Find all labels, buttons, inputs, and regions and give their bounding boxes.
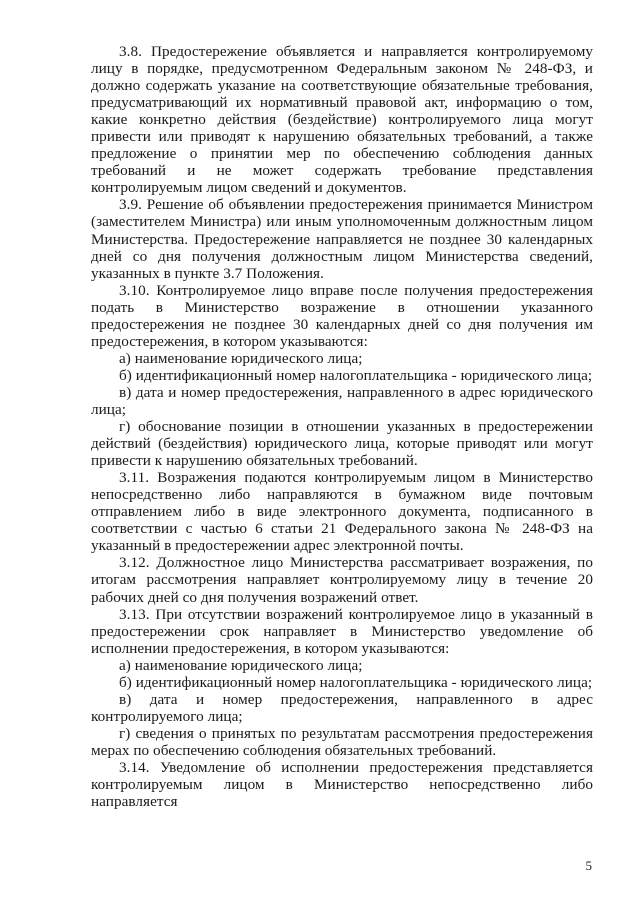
list-item-b: б) идентификационный номер налогоплательщика - юридического лица; — [119, 366, 593, 384]
paragraph-3-12: 3.12. Должностное лицо Министерства рассматривает возражения, по итогам рассмотрения направляет контролируемому лицу в течение 20 рабочих дней со дня получения возражений ответ. — [91, 554, 593, 606]
paragraph-3-10: 3.10. Контролируемое лицо вправе после получения предостережения подать в Министерство возражение в отношении указанного предостережения не позднее 30 календарных дней со дня получения им предостережения, в котором указываются: — [91, 281, 593, 350]
paragraph-3-14: 3.14. Уведомление об исполнении предостережения представляется контролируемым лицом в Министерство непосредственно либо направляется — [91, 758, 593, 811]
list-item-a: а) наименование юридического лица; — [119, 349, 363, 367]
list-item-b: б) идентификационный номер налогоплательщика - юридического лица; — [119, 673, 593, 691]
list-item-g: г) сведения о принятых по результатам рассмотрения предостережения мерах по обеспечению соблюдения обязательных требований. — [91, 724, 593, 759]
list-item-v: в) дата и номер предостережения, направленного в адрес контролируемого лица; — [91, 690, 593, 725]
paragraph-3-9: 3.9. Решение об объявлении предостережения принимается Министром (заместителем Министра) или иным уполномоченным должностным лицом Министерства. Предостережение направляется не позднее 30 календарных дней со дня получения должностным лицом Министерства сведений, указанных в пункте 3.7 Положения. — [91, 196, 593, 282]
page-number: 5 — [585, 858, 592, 873]
list-item-g: г) обоснование позиции в отношении указанных в предостережении действий (бездействия) юридического лица, которые приводят или могут привести к нарушению обязательных требований. — [91, 418, 593, 470]
list-item-a: а) наименование юридического лица; — [119, 656, 363, 674]
paragraph-3-13: 3.13. При отсутствии возражений контролируемое лицо в указанный в предостережении срок направляет в Министерство уведомление об исполнении предостережения, в котором указываются: — [91, 605, 593, 657]
paragraph-3-8: 3.8. Предостережение объявляется и направляется контролируемому лицу в порядке, предусмотренном Федеральным законом № 248-ФЗ, и должно содержать указание на соответствующие обязательные требования, предусматривающий их нормативный правовой акт, информацию о том, какие конкретно действия (бездействие) контролируемого лица могут привести или приводят к нарушению обязательных требований, а также предложение о принятии мер по обеспечению соблюдения данных требований и не может содержать требование представления контролируемым лицом сведений и документов. — [91, 43, 593, 197]
paragraph-3-11: 3.11. Возражения подаются контролируемым лицом в Министерство непосредственно либо направляются в бумажном виде почтовым отправлением либо в виде электронного документа, подписанного в соответствии с частью 6 статьи 21 Федерального закона № 248-ФЗ на указанный в предостережении адрес электронной почты. — [91, 469, 593, 555]
list-item-v: в) дата и номер предостережения, направленного в адрес юридического лица; — [91, 383, 593, 418]
